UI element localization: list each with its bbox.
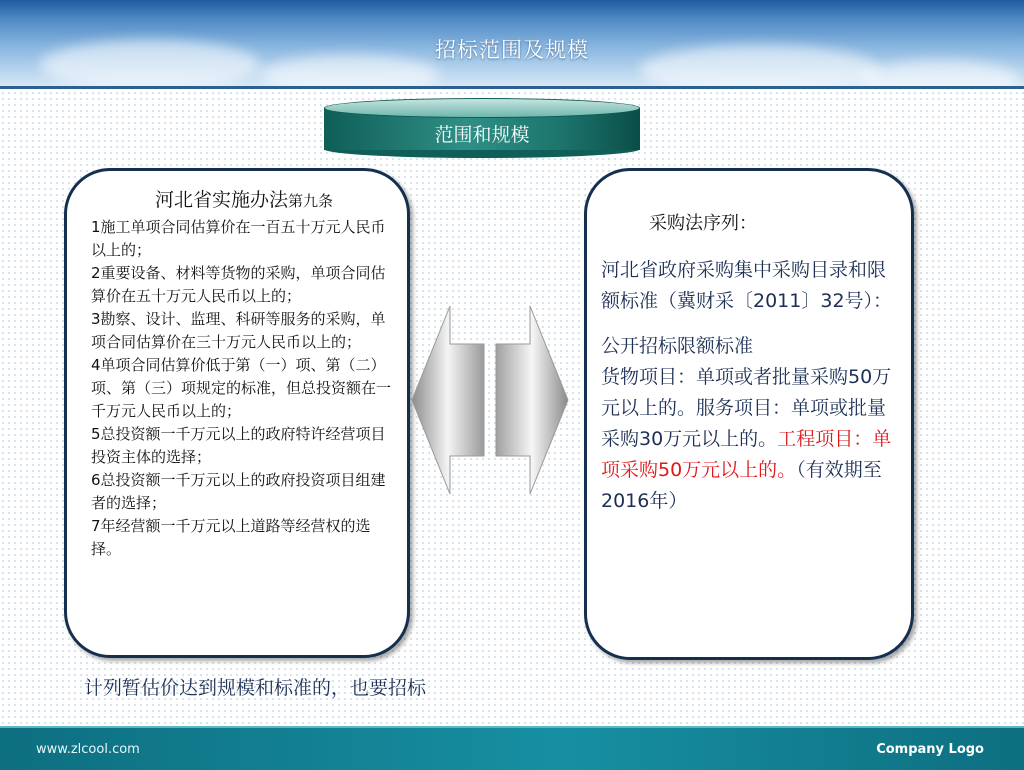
scope-label-cylinder [324,98,640,158]
header-divider [0,86,1024,89]
header-banner [0,0,1024,86]
list-item: 2重要设备、材料等货物的采购，单项合同估算价在五十万元人民币以上的； [91,264,386,305]
right-p2-text: 货物项目：单项或者批量采购50万元以上的。服务项目：单项或批量采购30万元以上的。 [601,366,892,450]
footer-url: www.zlcool.com [36,742,140,757]
list-item: 1施工单项合同估算价在一百五十万元人民币以上的； [91,218,386,259]
right-p2-heading: 公开招标限额标准 [601,335,754,357]
right-p2-tail: （有效期至2016年） [601,459,882,512]
list-item: 3勘察、设计、监理、科研等服务的采购，单项合同估算价在三十万元人民币以上的； [91,310,386,351]
list-item: 6总投资额一千万元以上的政府投资项目组建者的选择； [91,471,386,512]
left-title-main: 河北省实施办法 [154,189,288,211]
list-item: 5总投资额一千万元以上的政府特许经营项目投资主体的选择； [91,425,386,466]
left-panel [64,168,410,658]
footer-bar [0,726,1024,770]
left-title-small: 第九条 [288,192,334,210]
right-paragraph-1: 河北省政府采购集中采购目录和限额标准（冀财采〔2011〕32号）： [601,259,893,312]
list-item: 7年经营额一千万元以上道路等经营权的选择。 [91,517,371,558]
right-p2-red-text: 工程项目：单项采购50万元以上的。 [601,428,892,481]
right-paragraph-2 [601,331,893,517]
left-panel-title [91,185,397,212]
right-panel-title: 采购法序列： [649,213,757,234]
right-panel [584,168,914,660]
double-arrow-icon [410,300,570,500]
slide-title: 招标范围及规模 [435,38,589,62]
scope-label-text: 范围和规模 [434,124,530,146]
company-logo: Company Logo [876,742,984,757]
bottom-note: 计列暂估价达到规模和标准的，也要招标 [84,677,427,699]
list-item: 4单项合同估算价低于第（一）项、第（二）项、第（三）项规定的标准，但总投资额在一千万元人民币以上的； [91,356,392,420]
